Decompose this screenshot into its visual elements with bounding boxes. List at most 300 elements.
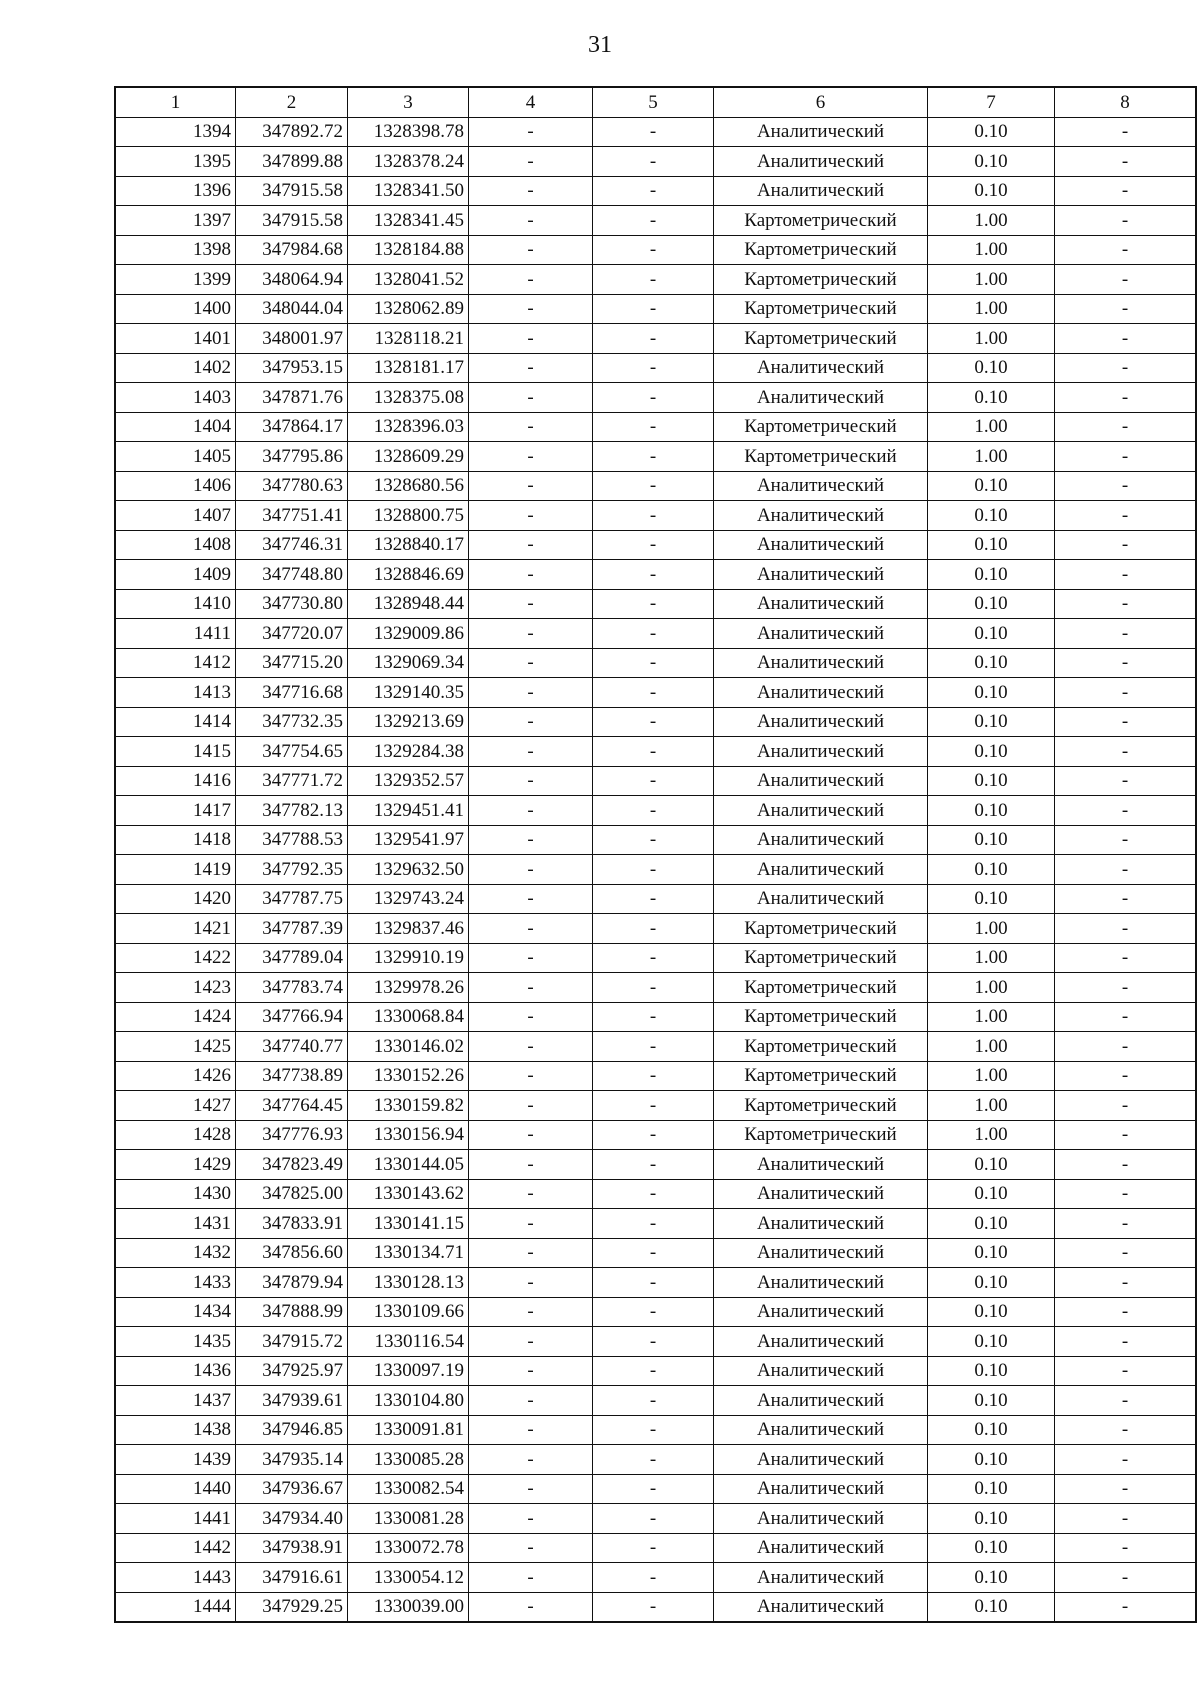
cell-point-number: 1421 [115,914,236,944]
cell-x-coordinate: 347823.49 [236,1150,348,1180]
cell-point-number: 1423 [115,973,236,1003]
cell-col5-value: - [593,707,714,737]
cell-method: Аналитический [714,1327,928,1357]
cell-col4-value: - [469,1268,593,1298]
cell-method: Аналитический [714,619,928,649]
cell-x-coordinate: 347776.93 [236,1120,348,1150]
cell-col4-value: - [469,501,593,531]
cell-method: Аналитический [714,678,928,708]
cell-y-coordinate: 1330146.02 [348,1032,469,1062]
cell-x-coordinate: 347953.15 [236,353,348,383]
cell-col4-value: - [469,1474,593,1504]
cell-accuracy: 0.10 [928,1504,1055,1534]
cell-col5-value: - [593,1415,714,1445]
cell-col4-value: - [469,914,593,944]
cell-method: Аналитический [714,530,928,560]
cell-col5-value: - [593,619,714,649]
cell-col4-value: - [469,1356,593,1386]
cell-col5-value: - [593,294,714,324]
cell-col4-value: - [469,1091,593,1121]
cell-col8-value: - [1055,353,1197,383]
cell-accuracy: 0.10 [928,471,1055,501]
cell-col8-value: - [1055,412,1197,442]
cell-point-number: 1402 [115,353,236,383]
column-header-1: 1 [115,87,236,117]
cell-point-number: 1432 [115,1238,236,1268]
cell-x-coordinate: 347795.86 [236,442,348,472]
cell-col4-value: - [469,442,593,472]
cell-method: Аналитический [714,1356,928,1386]
cell-col5-value: - [593,943,714,973]
table-row [115,1297,1196,1327]
cell-accuracy: 0.10 [928,737,1055,767]
cell-y-coordinate: 1330039.00 [348,1592,469,1622]
cell-accuracy: 0.10 [928,530,1055,560]
cell-accuracy: 1.00 [928,206,1055,236]
cell-col4-value: - [469,1238,593,1268]
cell-y-coordinate: 1328840.17 [348,530,469,560]
table-row [115,1415,1196,1445]
cell-x-coordinate: 347788.53 [236,825,348,855]
cell-accuracy: 0.10 [928,383,1055,413]
cell-col4-value: - [469,353,593,383]
cell-accuracy: 0.10 [928,1150,1055,1180]
cell-col4-value: - [469,324,593,354]
cell-accuracy: 1.00 [928,324,1055,354]
cell-y-coordinate: 1329213.69 [348,707,469,737]
cell-col8-value: - [1055,619,1197,649]
cell-method: Картометрический [714,412,928,442]
cell-x-coordinate: 347787.39 [236,914,348,944]
table-row [115,1091,1196,1121]
cell-y-coordinate: 1329284.38 [348,737,469,767]
cell-col8-value: - [1055,1504,1197,1534]
table-row [115,1504,1196,1534]
cell-col5-value: - [593,1563,714,1593]
cell-col5-value: - [593,1533,714,1563]
cell-point-number: 1436 [115,1356,236,1386]
cell-col5-value: - [593,796,714,826]
cell-accuracy: 0.10 [928,1327,1055,1357]
cell-accuracy: 0.10 [928,1592,1055,1622]
column-header-4: 4 [469,87,593,117]
cell-col8-value: - [1055,206,1197,236]
table-row [115,1179,1196,1209]
table-row [115,855,1196,885]
cell-col8-value: - [1055,1563,1197,1593]
coordinates-table [114,86,1197,1623]
cell-point-number: 1441 [115,1504,236,1534]
cell-accuracy: 1.00 [928,943,1055,973]
cell-col4-value: - [469,1002,593,1032]
cell-col4-value: - [469,383,593,413]
table-row [115,353,1196,383]
cell-x-coordinate: 347720.07 [236,619,348,649]
table-row [115,619,1196,649]
cell-col8-value: - [1055,560,1197,590]
cell-accuracy: 0.10 [928,707,1055,737]
cell-method: Картометрический [714,324,928,354]
cell-col5-value: - [593,1474,714,1504]
cell-accuracy: 0.10 [928,1209,1055,1239]
cell-col5-value: - [593,501,714,531]
cell-col4-value: - [469,648,593,678]
cell-col8-value: - [1055,973,1197,1003]
table-row [115,1386,1196,1416]
cell-method: Аналитический [714,589,928,619]
cell-col8-value: - [1055,1268,1197,1298]
cell-col5-value: - [593,589,714,619]
cell-y-coordinate: 1328118.21 [348,324,469,354]
cell-accuracy: 0.10 [928,560,1055,590]
cell-col8-value: - [1055,1209,1197,1239]
table-row [115,383,1196,413]
cell-col5-value: - [593,206,714,236]
column-header-2: 2 [236,87,348,117]
cell-col8-value: - [1055,1533,1197,1563]
cell-col4-value: - [469,943,593,973]
cell-method: Картометрический [714,442,928,472]
cell-point-number: 1444 [115,1592,236,1622]
cell-col4-value: - [469,560,593,590]
cell-y-coordinate: 1330082.54 [348,1474,469,1504]
table-row [115,973,1196,1003]
cell-col4-value: - [469,530,593,560]
cell-point-number: 1433 [115,1268,236,1298]
cell-x-coordinate: 347764.45 [236,1091,348,1121]
cell-col4-value: - [469,855,593,885]
cell-x-coordinate: 347935.14 [236,1445,348,1475]
cell-col5-value: - [593,1327,714,1357]
cell-col8-value: - [1055,501,1197,531]
cell-point-number: 1394 [115,117,236,147]
column-header-8: 8 [1055,87,1197,117]
cell-y-coordinate: 1328396.03 [348,412,469,442]
cell-point-number: 1424 [115,1002,236,1032]
cell-x-coordinate: 347730.80 [236,589,348,619]
cell-method: Картометрический [714,265,928,295]
cell-col8-value: - [1055,648,1197,678]
cell-point-number: 1426 [115,1061,236,1091]
cell-method: Аналитический [714,737,928,767]
cell-accuracy: 0.10 [928,1445,1055,1475]
cell-col5-value: - [593,147,714,177]
table-row [115,471,1196,501]
cell-col4-value: - [469,1533,593,1563]
cell-col8-value: - [1055,117,1197,147]
cell-col8-value: - [1055,1002,1197,1032]
cell-col8-value: - [1055,1415,1197,1445]
cell-col5-value: - [593,530,714,560]
cell-col8-value: - [1055,589,1197,619]
cell-method: Аналитический [714,1386,928,1416]
cell-y-coordinate: 1328846.69 [348,560,469,590]
cell-col8-value: - [1055,1327,1197,1357]
cell-col8-value: - [1055,1474,1197,1504]
cell-y-coordinate: 1328062.89 [348,294,469,324]
table-row [115,560,1196,590]
table-row [115,530,1196,560]
cell-method: Картометрический [714,294,928,324]
cell-method: Картометрический [714,943,928,973]
cell-accuracy: 1.00 [928,1120,1055,1150]
cell-col4-value: - [469,1120,593,1150]
cell-method: Аналитический [714,884,928,914]
cell-x-coordinate: 347899.88 [236,147,348,177]
cell-method: Картометрический [714,1002,928,1032]
cell-x-coordinate: 347789.04 [236,943,348,973]
column-header-6: 6 [714,87,928,117]
cell-method: Аналитический [714,383,928,413]
cell-method: Аналитический [714,1268,928,1298]
cell-col4-value: - [469,412,593,442]
cell-col5-value: - [593,737,714,767]
cell-x-coordinate: 347915.58 [236,206,348,236]
cell-point-number: 1439 [115,1445,236,1475]
cell-accuracy: 0.10 [928,501,1055,531]
cell-col5-value: - [593,825,714,855]
cell-y-coordinate: 1330081.28 [348,1504,469,1534]
cell-col5-value: - [593,1592,714,1622]
cell-col4-value: - [469,147,593,177]
cell-point-number: 1427 [115,1091,236,1121]
cell-col4-value: - [469,1563,593,1593]
cell-x-coordinate: 347782.13 [236,796,348,826]
cell-y-coordinate: 1330054.12 [348,1563,469,1593]
cell-col5-value: - [593,265,714,295]
cell-point-number: 1419 [115,855,236,885]
column-header-3: 3 [348,87,469,117]
cell-col5-value: - [593,1297,714,1327]
cell-method: Аналитический [714,1445,928,1475]
cell-accuracy: 0.10 [928,1356,1055,1386]
table-row [115,117,1196,147]
cell-point-number: 1434 [115,1297,236,1327]
cell-col5-value: - [593,1268,714,1298]
cell-x-coordinate: 347936.67 [236,1474,348,1504]
cell-col5-value: - [593,1179,714,1209]
cell-x-coordinate: 347792.35 [236,855,348,885]
cell-col5-value: - [593,1061,714,1091]
cell-y-coordinate: 1328398.78 [348,117,469,147]
cell-y-coordinate: 1328378.24 [348,147,469,177]
cell-accuracy: 0.10 [928,884,1055,914]
cell-method: Картометрический [714,1120,928,1150]
cell-point-number: 1435 [115,1327,236,1357]
cell-col5-value: - [593,1150,714,1180]
cell-col4-value: - [469,737,593,767]
cell-accuracy: 1.00 [928,914,1055,944]
table-row [115,1032,1196,1062]
cell-accuracy: 0.10 [928,766,1055,796]
cell-method: Аналитический [714,560,928,590]
cell-col5-value: - [593,648,714,678]
cell-col4-value: - [469,176,593,206]
cell-y-coordinate: 1330085.28 [348,1445,469,1475]
cell-point-number: 1415 [115,737,236,767]
page-number: 31 [588,32,612,58]
cell-method: Аналитический [714,1415,928,1445]
cell-col4-value: - [469,589,593,619]
cell-accuracy: 1.00 [928,1002,1055,1032]
cell-method: Аналитический [714,1504,928,1534]
table-row [115,914,1196,944]
cell-method: Аналитический [714,147,928,177]
cell-y-coordinate: 1330097.19 [348,1356,469,1386]
cell-method: Аналитический [714,1563,928,1593]
cell-point-number: 1403 [115,383,236,413]
table-row [115,1327,1196,1357]
cell-col4-value: - [469,235,593,265]
cell-y-coordinate: 1330072.78 [348,1533,469,1563]
cell-accuracy: 0.10 [928,648,1055,678]
cell-method: Аналитический [714,825,928,855]
table-row [115,1238,1196,1268]
cell-y-coordinate: 1328181.17 [348,353,469,383]
cell-method: Аналитический [714,471,928,501]
cell-col5-value: - [593,1120,714,1150]
cell-col4-value: - [469,471,593,501]
table-row [115,884,1196,914]
cell-point-number: 1438 [115,1415,236,1445]
cell-method: Картометрический [714,914,928,944]
cell-y-coordinate: 1330141.15 [348,1209,469,1239]
cell-x-coordinate: 348044.04 [236,294,348,324]
cell-y-coordinate: 1329837.46 [348,914,469,944]
cell-accuracy: 0.10 [928,1415,1055,1445]
cell-point-number: 1417 [115,796,236,826]
cell-col4-value: - [469,1150,593,1180]
cell-x-coordinate: 347864.17 [236,412,348,442]
cell-accuracy: 0.10 [928,176,1055,206]
cell-accuracy: 0.10 [928,619,1055,649]
cell-point-number: 1406 [115,471,236,501]
cell-col5-value: - [593,412,714,442]
cell-col5-value: - [593,884,714,914]
cell-point-number: 1411 [115,619,236,649]
cell-x-coordinate: 347925.97 [236,1356,348,1386]
cell-point-number: 1397 [115,206,236,236]
column-header-7: 7 [928,87,1055,117]
cell-accuracy: 0.10 [928,1386,1055,1416]
cell-col5-value: - [593,471,714,501]
cell-x-coordinate: 347915.58 [236,176,348,206]
cell-col5-value: - [593,1504,714,1534]
cell-x-coordinate: 347939.61 [236,1386,348,1416]
cell-accuracy: 0.10 [928,589,1055,619]
table-row [115,1150,1196,1180]
cell-y-coordinate: 1329910.19 [348,943,469,973]
cell-accuracy: 0.10 [928,678,1055,708]
table-body [115,117,1196,1622]
cell-method: Картометрический [714,206,928,236]
cell-point-number: 1429 [115,1150,236,1180]
cell-accuracy: 0.10 [928,353,1055,383]
cell-y-coordinate: 1330128.13 [348,1268,469,1298]
table-row [115,176,1196,206]
cell-col8-value: - [1055,383,1197,413]
cell-x-coordinate: 347825.00 [236,1179,348,1209]
cell-col4-value: - [469,1386,593,1416]
cell-y-coordinate: 1328041.52 [348,265,469,295]
cell-method: Аналитический [714,176,928,206]
cell-method: Аналитический [714,855,928,885]
cell-col8-value: - [1055,1091,1197,1121]
cell-x-coordinate: 347787.75 [236,884,348,914]
cell-y-coordinate: 1330159.82 [348,1091,469,1121]
cell-col8-value: - [1055,530,1197,560]
cell-col5-value: - [593,1209,714,1239]
cell-method: Аналитический [714,1533,928,1563]
cell-method: Аналитический [714,1238,928,1268]
cell-point-number: 1395 [115,147,236,177]
cell-col5-value: - [593,1238,714,1268]
table-row [115,1592,1196,1622]
cell-col4-value: - [469,1592,593,1622]
cell-col5-value: - [593,1091,714,1121]
cell-x-coordinate: 347716.68 [236,678,348,708]
table-row [115,825,1196,855]
cell-accuracy: 1.00 [928,412,1055,442]
cell-y-coordinate: 1328184.88 [348,235,469,265]
cell-method: Аналитический [714,1209,928,1239]
cell-col5-value: - [593,766,714,796]
table-row [115,324,1196,354]
cell-col8-value: - [1055,1297,1197,1327]
cell-y-coordinate: 1329069.34 [348,648,469,678]
cell-point-number: 1400 [115,294,236,324]
cell-accuracy: 0.10 [928,117,1055,147]
cell-col8-value: - [1055,176,1197,206]
cell-col8-value: - [1055,147,1197,177]
cell-y-coordinate: 1328341.45 [348,206,469,236]
cell-x-coordinate: 347751.41 [236,501,348,531]
cell-col8-value: - [1055,884,1197,914]
cell-col8-value: - [1055,1592,1197,1622]
cell-x-coordinate: 347916.61 [236,1563,348,1593]
cell-method: Картометрический [714,235,928,265]
table-row [115,412,1196,442]
cell-accuracy: 0.10 [928,1238,1055,1268]
cell-col4-value: - [469,1032,593,1062]
cell-col4-value: - [469,1504,593,1534]
cell-accuracy: 0.10 [928,1179,1055,1209]
cell-method: Картометрический [714,973,928,1003]
cell-col4-value: - [469,1297,593,1327]
cell-x-coordinate: 347754.65 [236,737,348,767]
cell-point-number: 1399 [115,265,236,295]
cell-col4-value: - [469,1061,593,1091]
cell-point-number: 1428 [115,1120,236,1150]
cell-col5-value: - [593,235,714,265]
cell-col4-value: - [469,1327,593,1357]
cell-y-coordinate: 1329451.41 [348,796,469,826]
cell-accuracy: 1.00 [928,973,1055,1003]
cell-col8-value: - [1055,1238,1197,1268]
cell-point-number: 1396 [115,176,236,206]
table-row [115,678,1196,708]
cell-method: Аналитический [714,353,928,383]
cell-col8-value: - [1055,766,1197,796]
cell-accuracy: 0.10 [928,1268,1055,1298]
cell-col4-value: - [469,678,593,708]
cell-y-coordinate: 1329009.86 [348,619,469,649]
cell-point-number: 1416 [115,766,236,796]
cell-y-coordinate: 1330104.80 [348,1386,469,1416]
table-row [115,766,1196,796]
cell-col5-value: - [593,324,714,354]
cell-col4-value: - [469,265,593,295]
